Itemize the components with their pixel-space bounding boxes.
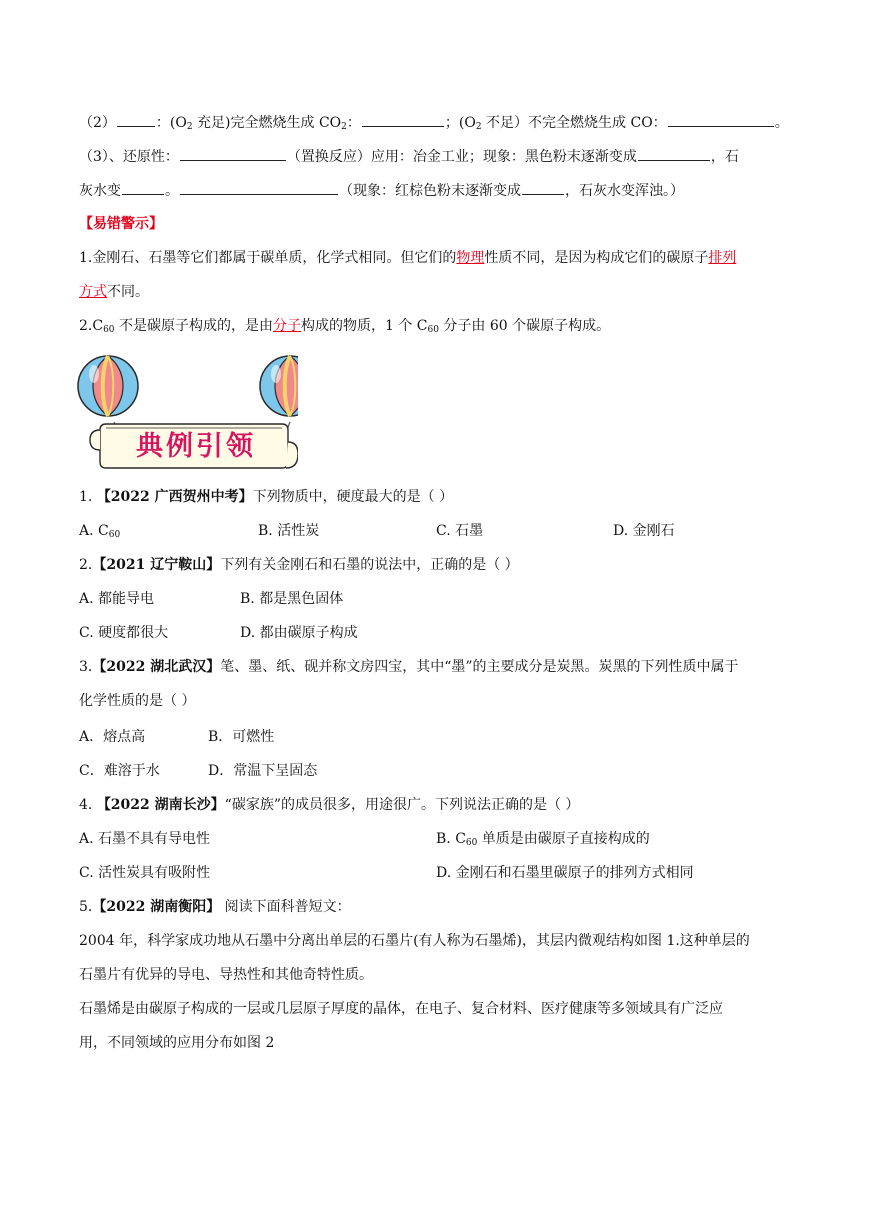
answer-blank[interactable] [117, 112, 155, 127]
balloon-left-icon [78, 356, 138, 416]
q1-option-d[interactable]: D. 金刚石 [613, 523, 675, 539]
q1-option-b[interactable]: B. 活性炭 [258, 523, 320, 539]
line-limewater: 灰水变 。 （现象：红棕色粉末逐渐变成 ，石灰水变浑浊。） [79, 180, 684, 201]
q5-paragraph-2: 石墨烯是由碳原子构成的一层或几层原子厚度的晶体，在电子、复合材料、医疗健康等多领域具有广泛应 [79, 1001, 723, 1017]
q5-paragraph-1: 2004 年，科学家成功地从石墨中分离出单层的石墨片(有人称为石墨烯)，其层内微观结构如图 1.这种单层的 [79, 933, 750, 949]
answer-blank[interactable] [180, 146, 286, 161]
warning-item-1: 1.金刚石、石墨等它们都属于碳单质，化学式相同。但它们的物理性质不同，是因为构成它们的碳原子排列 [79, 250, 737, 266]
highlight-arrangement: 排列 [708, 250, 737, 266]
line-combustion: （2） ：($O_2$ 充足)完全燃烧生成 $CO_2$： ；($O_2$ 不足）不完全燃烧生成 CO： 。 [79, 112, 789, 137]
warning-item-2: $2.C_{60}$ 不是碳原子构成的，是由分子构成的物质，1 个 $C_{60}$ 分子由 60 个碳原子构成。 [79, 318, 611, 335]
answer-blank[interactable] [638, 146, 710, 161]
q4-option-a[interactable]: A. 石墨不具有导电性 [79, 831, 211, 847]
q5-paragraph-2-cont: 用，不同领域的应用分布如图 2 [79, 1035, 275, 1051]
question-3-stem: 3.【2022 湖北武汉】笔、墨、纸、砚并称文房四宝，其中“墨”的主要成分是炭黑。炭黑的下列性质中属于 [79, 659, 739, 675]
q3-option-a[interactable]: A．熔点高 [79, 729, 146, 745]
q1-option-a[interactable]: A. $C_{60}$ [79, 523, 121, 540]
answer-blank[interactable] [180, 180, 338, 195]
q5-paragraph-1-cont: 石墨片有优异的导电、导热性和其他奇特性质。 [79, 967, 373, 983]
question-3-stem-cont: 化学性质的是（ ） [79, 693, 196, 709]
question-1-stem: 1. 【2022 广西贺州中考】下列物质中，硬度最大的是（ ） [79, 489, 454, 505]
highlight-method: 方式 [79, 284, 107, 300]
q4-option-d[interactable]: D. 金刚石和石墨里碳原子的排列方式相同 [436, 865, 694, 881]
answer-blank[interactable] [362, 112, 444, 127]
question-5-stem: 5.【2022 湖南衡阳】 阅读下面科普短文： [79, 899, 351, 915]
answer-blank[interactable] [668, 112, 774, 127]
example-banner [76, 350, 298, 475]
q3-option-b[interactable]: B．可燃性 [208, 729, 275, 745]
warning-item-1-cont: 方式不同。 [79, 284, 149, 300]
q3-option-d[interactable]: D．常温下呈固态 [208, 763, 318, 779]
q2-option-b[interactable]: B. 都是黑色固体 [240, 591, 344, 607]
q4-option-c[interactable]: C. 活性炭具有吸附性 [79, 865, 211, 881]
highlight-physical: 物理 [456, 250, 485, 266]
question-4-stem: 4. 【2022 湖南长沙】“碳家族”的成员很多，用途很广。下列说法正确的是（ ） [79, 797, 580, 813]
question-2-stem: 2.【2021 辽宁鞍山】下列有关金刚石和石墨的说法中，正确的是（ ） [79, 557, 519, 573]
q2-option-a[interactable]: A. 都能导电 [79, 591, 155, 607]
q3-option-c[interactable]: C．难溶于水 [79, 763, 160, 779]
q2-option-c[interactable]: C. 硬度都很大 [79, 625, 169, 641]
answer-blank[interactable] [522, 180, 564, 195]
q4-option-b[interactable]: B. $C_{60}$ 单质是由碳原子直接构成的 [436, 831, 650, 848]
banner-title: 典例引领 [136, 431, 256, 462]
line-reduction: （3）、还原性： （置换反应）应用：冶金工业；现象：黑色粉末逐渐变成 ，石 [79, 146, 739, 167]
warning-heading: 【易错警示】 [79, 216, 163, 232]
q1-option-c[interactable]: C. 石墨 [436, 523, 484, 539]
q2-option-d[interactable]: D. 都由碳原子构成 [240, 625, 358, 641]
balloon-right-icon [260, 356, 298, 416]
highlight-molecule: 分子 [272, 318, 301, 334]
answer-blank[interactable] [122, 180, 164, 195]
